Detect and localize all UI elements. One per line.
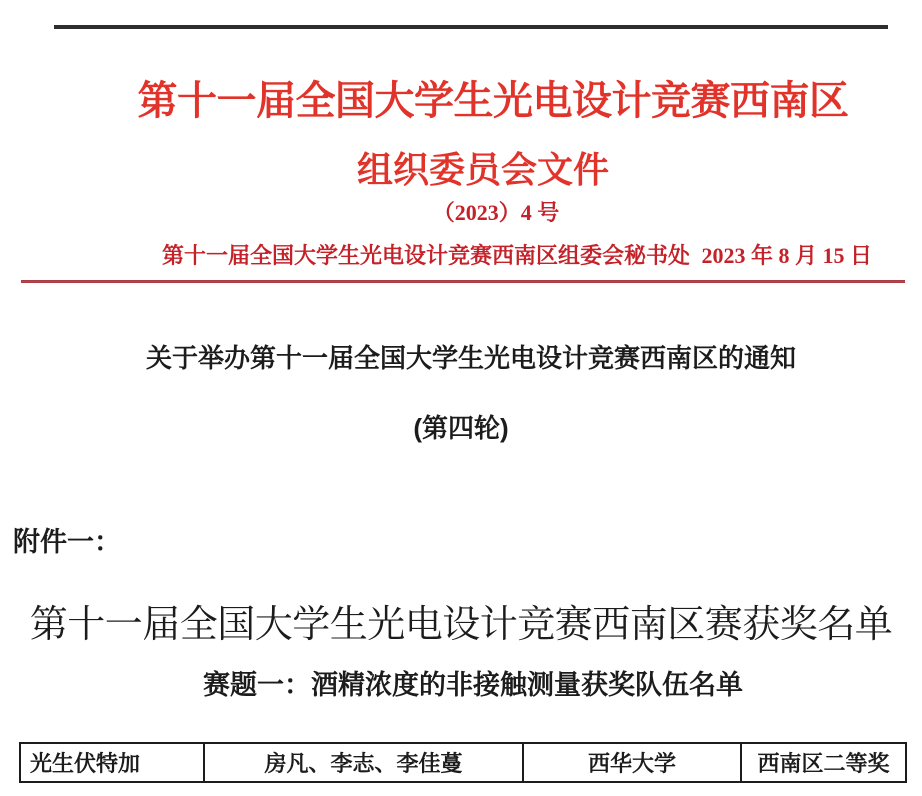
document-number: （2023）4 号	[432, 200, 560, 225]
issuer-secretariat: 第十一届全国大学生光电设计竞赛西南区组委会秘书处	[162, 243, 691, 268]
attachment-label: 附件一：	[13, 527, 121, 557]
red-separator-rule	[21, 280, 905, 283]
attachment-title: 第十一届全国大学生光电设计竞赛西南区赛获奖名单	[29, 604, 893, 646]
cell-team-name: 光生伏特加	[20, 743, 204, 782]
table-row	[20, 743, 906, 782]
attachment-subtitle: 赛题一：酒精浓度的非接触测量获奖队伍名单	[203, 670, 743, 700]
letterhead-org-line1: 第十一届全国大学生光电设计竞赛西南区	[137, 79, 849, 123]
notice-round-label: (第四轮)	[413, 413, 509, 443]
cell-award: 西南区二等奖	[741, 743, 906, 782]
notice-title: 关于举办第十一届全国大学生光电设计竞赛西南区的通知	[145, 343, 796, 373]
cell-school: 西华大学	[523, 743, 741, 782]
awards-table	[19, 742, 907, 783]
top-black-rule	[54, 25, 888, 29]
issue-date: 2023 年 8 月 15 日	[701, 243, 872, 268]
cell-team-members: 房凡、李志、李佳蔓	[204, 743, 523, 782]
letterhead-org-line2: 组织委员会文件	[356, 149, 609, 190]
